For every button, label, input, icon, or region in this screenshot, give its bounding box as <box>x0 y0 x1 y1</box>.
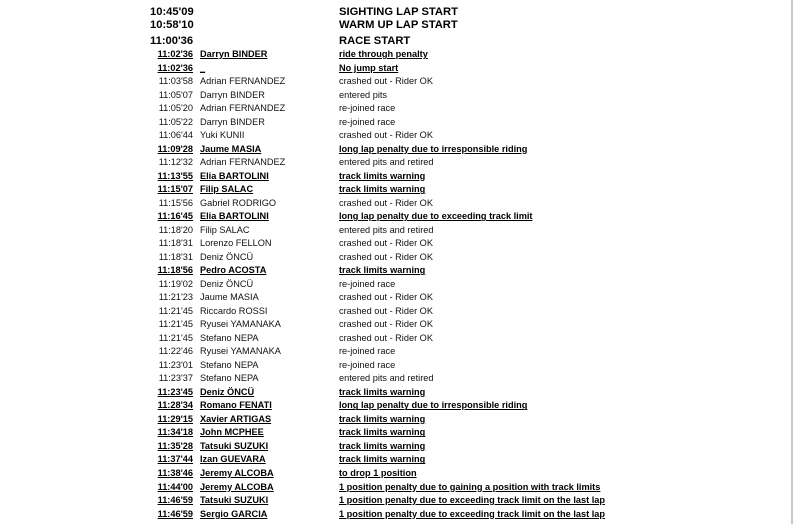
penalty-event-row <box>0 440 700 454</box>
rider-name: Stefano NEPA <box>200 359 259 370</box>
rider-name: Jaume MASIA <box>200 292 259 303</box>
event-time: 11:02'36 <box>157 62 193 73</box>
event-time: 11:16'45 <box>157 211 193 222</box>
event-time: 11:15'07 <box>157 184 193 195</box>
event-time: 11:15'56 <box>158 197 193 208</box>
event-description: crashed out - Rider OK <box>339 319 433 330</box>
penalty-event-row <box>0 413 700 427</box>
event-description: re-joined race <box>339 116 396 127</box>
penalty-event-row <box>0 210 700 224</box>
rider-name: Darryn BINDER <box>200 116 265 127</box>
event-time: 11:06'44 <box>158 130 193 141</box>
penalty-event-row <box>0 481 700 495</box>
event-description: track limits warning <box>339 440 426 451</box>
rider-name: Tatsuki SUZUKI <box>200 440 269 451</box>
event-description: to drop 1 position <box>339 467 417 478</box>
penalty-event-row <box>0 386 700 400</box>
event-description: 1 position penalty due to gaining a position with track limits <box>339 481 601 492</box>
penalty-event-row <box>0 494 700 508</box>
event-description: ride through penalty <box>339 49 428 59</box>
header-event-label: RACE START <box>339 35 411 47</box>
event-time: 11:05'22 <box>158 116 193 127</box>
header-event-row <box>0 34 700 48</box>
penalty-event-row <box>0 453 700 467</box>
rider-name: Jaume MASIA <box>200 143 262 154</box>
race-event-row <box>0 291 700 305</box>
event-description: long lap penalty due to exceeding track limit <box>339 211 533 222</box>
event-time: 11:02'36 <box>157 49 193 59</box>
penalty-event-row <box>0 467 700 481</box>
event-time: 11:34'18 <box>157 427 193 438</box>
event-time: 11:23'01 <box>158 359 193 370</box>
event-description: crashed out - Rider OK <box>339 130 433 141</box>
event-description: track limits warning <box>339 265 426 276</box>
event-description: re-joined race <box>339 103 396 114</box>
rider-name: Stefano NEPA <box>200 373 259 384</box>
header-event-label: SIGHTING LAP START <box>339 6 458 18</box>
penalty-event-row <box>0 62 700 76</box>
rider-name: Adrian FERNANDEZ <box>200 76 286 87</box>
rider-name: Elia BARTOLINI <box>200 211 269 222</box>
event-description: crashed out - Rider OK <box>339 238 433 249</box>
header-event-time: 10:58'10 <box>150 19 194 31</box>
rider-name: Filip SALAC <box>200 224 250 235</box>
event-description: re-joined race <box>339 278 396 289</box>
rider-name: Adrian FERNANDEZ <box>200 103 286 114</box>
race-event-row <box>0 102 700 116</box>
event-description: track limits warning <box>339 427 426 438</box>
event-time: 11:46'59 <box>157 508 193 519</box>
rider-name: Elia BARTOLINI <box>200 170 269 181</box>
event-description: crashed out - Rider OK <box>339 305 433 316</box>
event-time: 11:18'20 <box>158 224 193 235</box>
event-time: 11:05'20 <box>158 103 193 114</box>
event-description: re-joined race <box>339 359 396 370</box>
penalty-event-row <box>0 143 700 157</box>
rider-name: Gabriel RODRIGO <box>200 197 277 208</box>
event-description: entered pits <box>339 89 388 100</box>
event-time: 11:21'45 <box>158 319 193 330</box>
rider-name: Deniz ÖNCÜ <box>200 251 254 262</box>
race-event-row <box>0 116 700 130</box>
race-event-row <box>0 156 700 170</box>
event-time: 11:37'44 <box>157 454 193 465</box>
event-time: 11:05'07 <box>158 89 193 100</box>
event-description: crashed out - Rider OK <box>339 292 433 303</box>
race-event-row <box>0 75 700 89</box>
event-time: 11:19'02 <box>158 278 193 289</box>
event-time: 11:23'37 <box>158 373 193 384</box>
event-time: 11:18'56 <box>157 265 193 276</box>
rider-name: Izan GUEVARA <box>200 454 266 465</box>
event-description: re-joined race <box>339 346 396 357</box>
rider-name: Riccardo ROSSI <box>200 305 268 316</box>
event-description: long lap penalty due to irresponsible riding <box>339 400 528 411</box>
rider-name: Pedro ACOSTA <box>200 265 267 276</box>
rider-name: Sergio GARCIA <box>200 508 268 519</box>
event-time: 11:18'31 <box>158 251 193 262</box>
event-description: No jump start <box>339 62 399 73</box>
rider-name: Adrian FERNANDEZ <box>200 157 286 168</box>
event-description: 1 position penalty due to exceeding track limit on the last lap <box>339 508 605 519</box>
event-time: 11:35'28 <box>157 440 193 451</box>
event-time: 11:12'32 <box>158 157 193 168</box>
event-description: track limits warning <box>339 413 426 424</box>
event-time: 11:23'45 <box>157 386 193 397</box>
event-time: 11:18'31 <box>158 238 193 249</box>
event-description: long lap penalty due to irresponsible riding <box>339 143 528 154</box>
rider-name: Ryusei YAMANAKA <box>200 319 281 330</box>
event-description: track limits warning <box>339 386 426 397</box>
race-event-row <box>0 224 700 238</box>
race-event-row <box>0 372 700 386</box>
race-event-row <box>0 345 700 359</box>
event-time: 11:46'59 <box>157 495 193 506</box>
event-time: 11:22'46 <box>158 346 193 357</box>
race-event-row <box>0 332 700 346</box>
race-event-row <box>0 318 700 332</box>
event-description: crashed out - Rider OK <box>339 76 433 87</box>
rider-name: Darryn BINDER <box>200 89 265 100</box>
event-time: 11:44'00 <box>157 481 193 492</box>
header-event-time: 11:00'36 <box>150 35 194 47</box>
rider-name: Jeremy ALCOBA <box>200 481 274 492</box>
penalty-event-row <box>0 183 700 197</box>
penalty-event-row <box>0 170 700 184</box>
event-description: entered pits and retired <box>339 157 434 168</box>
race-event-row <box>0 305 700 319</box>
rider-name: Deniz ÖNCÜ <box>200 386 255 397</box>
rider-name: Stefano NEPA <box>200 332 259 343</box>
rider-name: Romano FENATI <box>200 400 272 411</box>
event-time: 11:28'34 <box>157 400 193 411</box>
rider-name: Yuki KUNII <box>200 130 245 141</box>
penalty-event-row <box>0 264 700 278</box>
event-description: crashed out - Rider OK <box>339 332 433 343</box>
event-description: track limits warning <box>339 454 426 465</box>
event-description: crashed out - Rider OK <box>339 251 433 262</box>
header-event-row <box>0 18 700 32</box>
penalty-event-row <box>0 508 700 522</box>
race-event-row <box>0 251 700 265</box>
race-event-row <box>0 129 700 143</box>
event-description: track limits warning <box>339 184 426 195</box>
race-event-row <box>0 278 700 292</box>
race-event-row <box>0 89 700 103</box>
event-time: 11:21'23 <box>158 292 193 303</box>
header-event-row <box>0 5 700 19</box>
event-description: track limits warning <box>339 170 426 181</box>
penalty-event-row <box>0 399 700 413</box>
event-description: crashed out - Rider OK <box>339 197 433 208</box>
rider-name: John MCPHEE <box>200 427 264 438</box>
rider-name: Deniz ÖNCÜ <box>200 278 254 289</box>
rider-name: _ <box>200 62 206 73</box>
race-event-list <box>0 48 700 521</box>
event-description: 1 position penalty due to exceeding track limit on the last lap <box>339 495 605 506</box>
rider-name: Filip SALAC <box>200 184 254 195</box>
event-time: 11:13'55 <box>157 170 193 181</box>
race-event-row <box>0 359 700 373</box>
rider-name: Ryusei YAMANAKA <box>200 346 281 357</box>
penalty-event-row <box>0 48 700 62</box>
rider-name: Tatsuki SUZUKI <box>200 495 269 506</box>
event-description: entered pits and retired <box>339 224 434 235</box>
race-event-row <box>0 237 700 251</box>
header-event-time: 10:45'09 <box>150 6 194 18</box>
header-event-label: WARM UP LAP START <box>339 19 458 31</box>
event-time: 11:38'46 <box>157 467 193 478</box>
rider-name: Jeremy ALCOBA <box>200 467 274 478</box>
race-event-row <box>0 197 700 211</box>
event-time: 11:29'15 <box>157 413 193 424</box>
event-description: entered pits and retired <box>339 373 434 384</box>
event-time: 11:09'28 <box>157 143 193 154</box>
event-time: 11:21'45 <box>158 332 193 343</box>
rider-name: Lorenzo FELLON <box>200 238 272 249</box>
penalty-event-row <box>0 426 700 440</box>
rider-name: Darryn BINDER <box>200 49 268 59</box>
event-time: 11:21'45 <box>158 305 193 316</box>
rider-name: Xavier ARTIGAS <box>200 413 272 424</box>
event-time: 11:03'58 <box>158 76 193 87</box>
